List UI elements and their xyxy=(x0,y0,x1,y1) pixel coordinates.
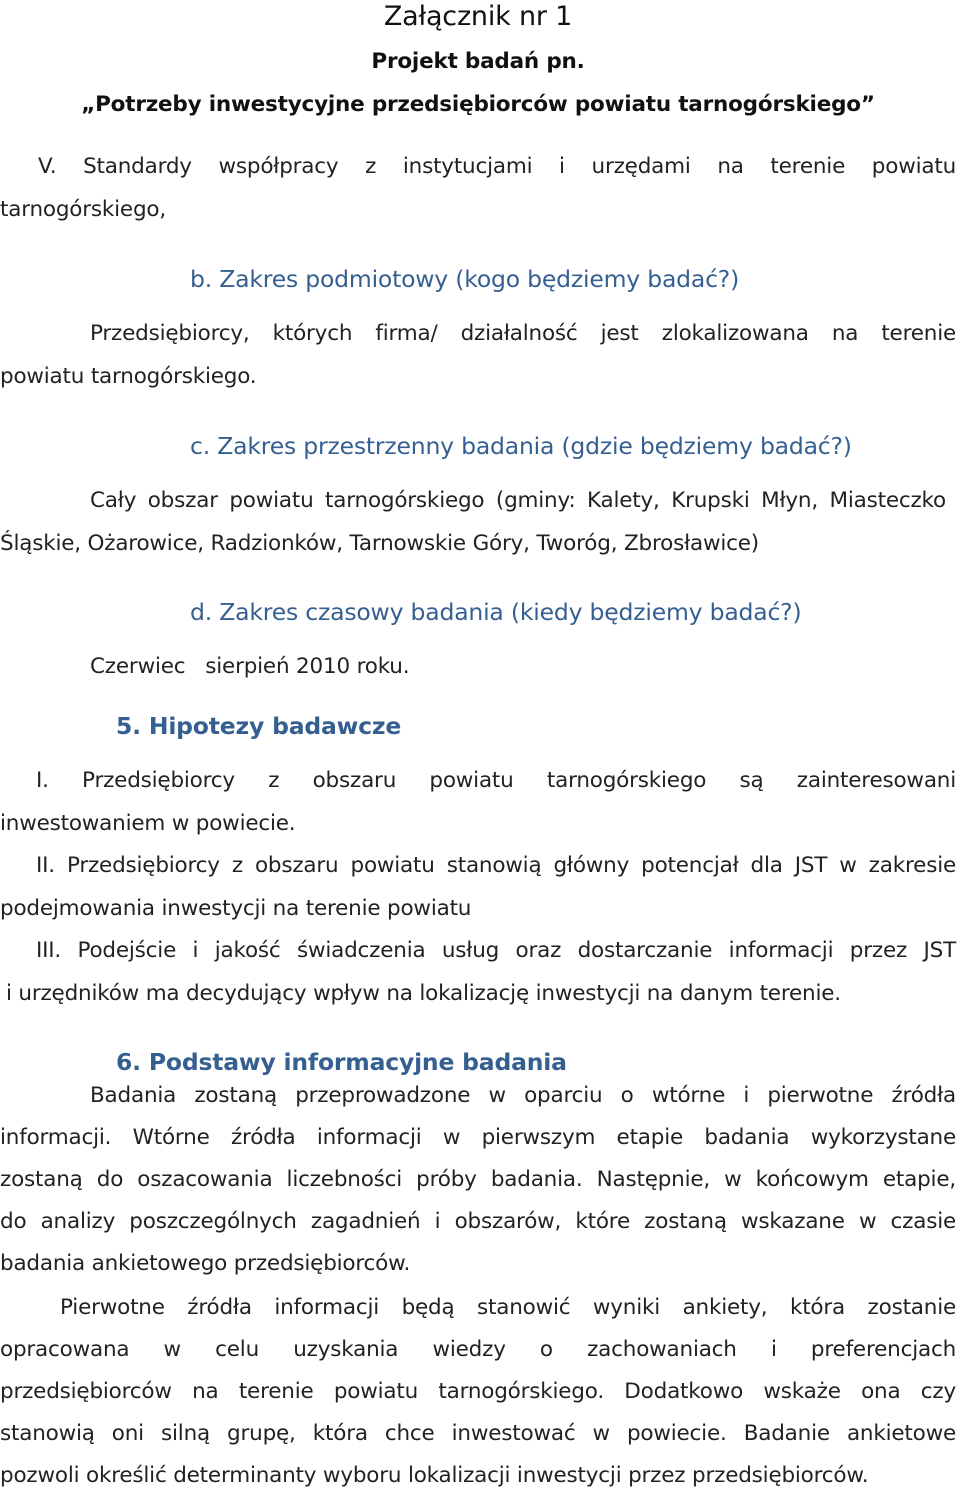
section-c-heading: c. Zakres przestrzenny badania (gdzie będziemy badać?) xyxy=(190,432,852,460)
paragraph-2-line-4: stanowią oni silną grupę, która chce inwestować w powiecie. Badanie ankietowe xyxy=(0,1421,956,1446)
paragraph-2-line-2: opracowana w celu uzyskania wiedzy o zachowaniach i preferencjach xyxy=(0,1337,956,1362)
section-b-line-2: powiatu tarnogórskiego. xyxy=(0,364,257,389)
document-subtitle: Projekt badań pn. xyxy=(371,49,585,74)
section-d-line-1: Czerwiec sierpień 2010 roku. xyxy=(90,654,410,679)
section-c-line-2: Śląskie, Ożarowice, Radzionków, Tarnowskie Góry, Tworóg, Zbrosławice) xyxy=(0,531,759,556)
section-6-heading: 6. Podstawy informacyjne badania xyxy=(116,1048,567,1076)
paragraph-2-line-1: Pierwotne źródła informacji będą stanowić wyniki ankiety, która zostanie xyxy=(60,1295,956,1320)
paragraph-1-line-1: Badania zostaną przeprowadzone w oparciu o wtórne i pierwotne źródła xyxy=(90,1083,956,1108)
document-title: Załącznik nr 1 xyxy=(383,1,573,32)
hypothesis-2-line-1: II. Przedsiębiorcy z obszaru powiatu stanowią główny potencjał dla JST w zakresie xyxy=(36,853,956,878)
hypothesis-1-line-1: I. Przedsiębiorcy z obszaru powiatu tarnogórskiego są zainteresowani xyxy=(36,768,956,793)
paragraph-2-line-5: pozwoli określić determinanty wyboru lokalizacji inwestycji przez przedsiębiorców. xyxy=(0,1463,869,1488)
paragraph-1-line-2: informacji. Wtórne źródła informacji w pierwszym etapie badania wykorzystane xyxy=(0,1125,956,1150)
section-b-line-1: Przedsiębiorcy, których firma/ działalność jest zlokalizowana na terenie xyxy=(90,321,956,346)
hypothesis-3-line-2: i urzędników ma decydujący wpływ na lokalizację inwestycji na danym terenie. xyxy=(6,981,841,1006)
paragraph-1-line-4: do analizy poszczególnych zagadnień i obszarów, które zostaną wskazane w czasie xyxy=(0,1209,956,1234)
section-c-line-1: Cały obszar powiatu tarnogórskiego (gminy: Kalety, Krupski Młyn, Miasteczko xyxy=(90,488,946,513)
project-name: „Potrzeby inwestycyjne przedsiębiorców powiatu tarnogórskiego” xyxy=(81,92,875,117)
hypothesis-3-line-1: III. Podejście i jakość świadczenia usług oraz dostarczanie informacji przez JST xyxy=(36,938,956,963)
paragraph-1-line-3: zostaną do oszacowania liczebności próby badania. Następnie, w końcowym etapie, xyxy=(0,1167,956,1192)
section-v-line-2: tarnogórskiego, xyxy=(0,197,166,222)
paragraph-2-line-3: przedsiębiorców na terenie powiatu tarnogórskiego. Dodatkowo wskaże ona czy xyxy=(0,1379,956,1404)
hypothesis-2-line-2: podejmowania inwestycji na terenie powiatu xyxy=(0,896,472,921)
section-5-heading: 5. Hipotezy badawcze xyxy=(116,712,402,740)
section-v-line-1: V. Standardy współpracy z instytucjami i urzędami na terenie powiatu xyxy=(38,154,956,179)
paragraph-1-line-5: badania ankietowego przedsiębiorców. xyxy=(0,1251,411,1276)
hypothesis-1-line-2: inwestowaniem w powiecie. xyxy=(0,811,296,836)
section-d-heading: d. Zakres czasowy badania (kiedy będziemy badać?) xyxy=(190,598,802,626)
section-b-heading: b. Zakres podmiotowy (kogo będziemy badać?) xyxy=(190,265,740,293)
